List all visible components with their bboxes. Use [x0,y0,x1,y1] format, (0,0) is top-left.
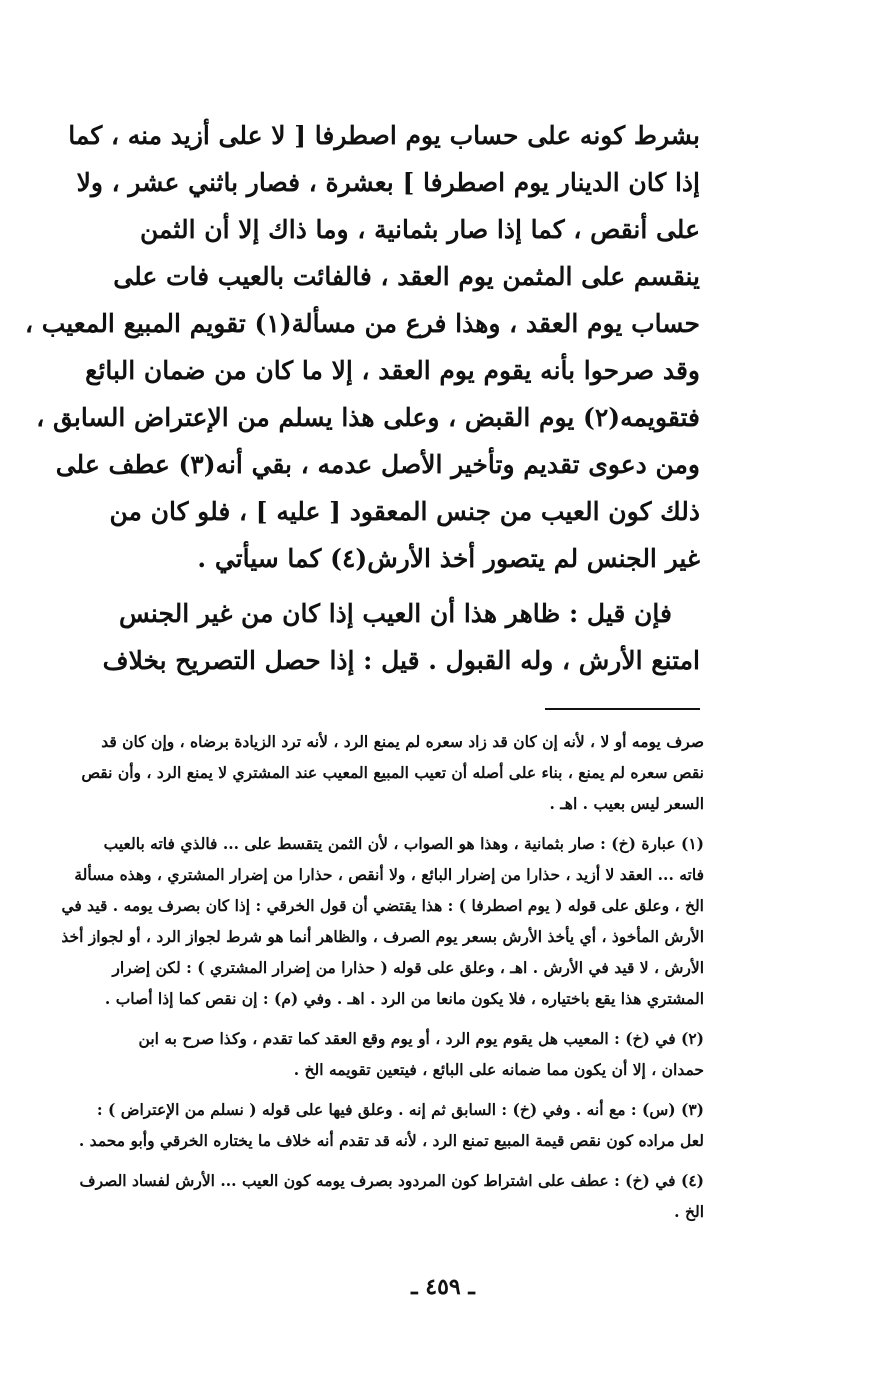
footnote-line: لعل مراده كون نقص قيمة المبيع تمنع الرد ، لأنه قد تقدم أنه خلاف ما يختاره الخرقي وأبو محمد . [78,1131,704,1150]
footnote-line: الأرش ، لا قيد في الأرش . اهـ ، وعلق على قوله ( حذارا من إضرار المشتري ) : لكن إضرار [112,958,704,977]
main-line: ذلك كون العيب من جنس المعقود [ عليه ] ، فلو كان من [109,497,700,526]
main-line: ينقسم على المثمن يوم العقد ، فالفائت بالعيب فات على [113,262,700,291]
footnote-line: السعر ليس بعيب . اهـ . [549,794,704,813]
footnote-3 [78,1094,704,1156]
page-number: ـ ٤٥٩ ـ [411,1274,475,1300]
main-line: غير الجنس لم يتصور أخذ الأرش(٤) كما سيأتي . [197,544,700,573]
main-line: إذا كان الدينار يوم اصطرفا ] بعشرة ، فصار باثني عشر ، ولا [76,168,700,197]
footnote-line: الأرش المأخوذ ، أي يأخذ الأرش بسعر يوم الصرف ، والظاهر أنما هو شرط لجواز الرد ، أو لجواز أخذ [61,927,704,946]
footnote-line: الخ . [674,1202,704,1221]
main-paragraph-1 [24,112,700,582]
footnote-line: (٤) في (خ) : عطف على اشتراط كون المردود بصرف يومه كون العيب ... الأرش لفساد الصرف [79,1171,704,1190]
footnote-2 [118,1023,704,1085]
main-line: فإن قيل : ظاهر هذا أن العيب إذا كان من غير الجنس [119,599,672,628]
footnote-line: صرف يومه أو لا ، لأنه إن كان قد زاد سعره لم يمنع الرد ، لأنه ترد الزيادة برضاه ، وإن كان قد [101,732,704,751]
footnote-line: المشتري هذا يقع باختياره ، فلا يكون مانعا من الرد . اهـ . وفي (م) : إن نقص كما إذا أصاب . [104,989,704,1008]
footnote-line: نقص سعره لم يمنع ، بناء على أصله أن تعيب المبيع المعيب عند المشتري لا يمنع الرد ، وأن نقص [81,763,704,782]
footnote-line: الخ ، وعلق على قوله ( يوم اصطرفا ) : هذا يقتضي أن قول الخرقي : إذا كان بصرف يومه . قيد في [61,896,704,915]
footnote-4 [79,1165,704,1227]
main-line: وقد صرحوا بأنه يقوم يوم العقد ، إلا ما كان من ضمان البائع [85,356,700,385]
footnote-continuation [81,726,704,819]
main-line: على أنقص ، كما إذا صار بثمانية ، وما ذاك إلا أن الثمن [139,215,700,244]
footnote-1 [61,828,704,1014]
main-line: فتقويمه(٢) يوم القبض ، وعلى هذا يسلم من الإعتراض السابق ، [36,403,700,432]
main-paragraph-2 [102,590,700,684]
main-line: بشرط كونه على حساب يوم اصطرفا [ لا على أزيد منه ، كما [68,121,700,150]
main-line: حساب يوم العقد ، وهذا فرع من مسألة(١) تقويم المبيع المعيب ، [24,309,700,338]
footnote-line: (٣) (س) : مع أنه . وفي (خ) : السابق ثم إنه . وعلق فيها على قوله ( نسلم من الإعتراض ) : [96,1100,704,1119]
footnote-line: (١) عبارة (خ) : صار بثمانية ، وهذا هو الصواب ، لأن الثمن يتقسط على ... فالذي فاته بالعيب [103,834,704,853]
footnote-line: فاته ... العقد لا أزيد ، حذارا من إضرار البائع ، ولا أنقص ، حذارا من إضرار المشتري ، وهذه مسألة [74,865,704,884]
main-line: امتنع الأرش ، وله القبول . قيل : إذا حصل التصريح بخلاف [102,646,700,675]
footnote-line: (٢) في (خ) : المعيب هل يقوم يوم الرد ، أو يوم وقع العقد كما تقدم ، وكذا صرح به ابن [138,1029,704,1048]
main-text [24,112,700,684]
footnote-line: حمدان ، إلا أن يكون مما ضمانه على البائع ، فيتعين تقويمه الخ . [293,1060,704,1079]
main-line: ومن دعوى تقديم وتأخير الأصل عدمه ، بقي أنه(٣) عطف على [55,450,700,479]
footnotes [61,726,704,1236]
footnote-separator [545,708,700,710]
